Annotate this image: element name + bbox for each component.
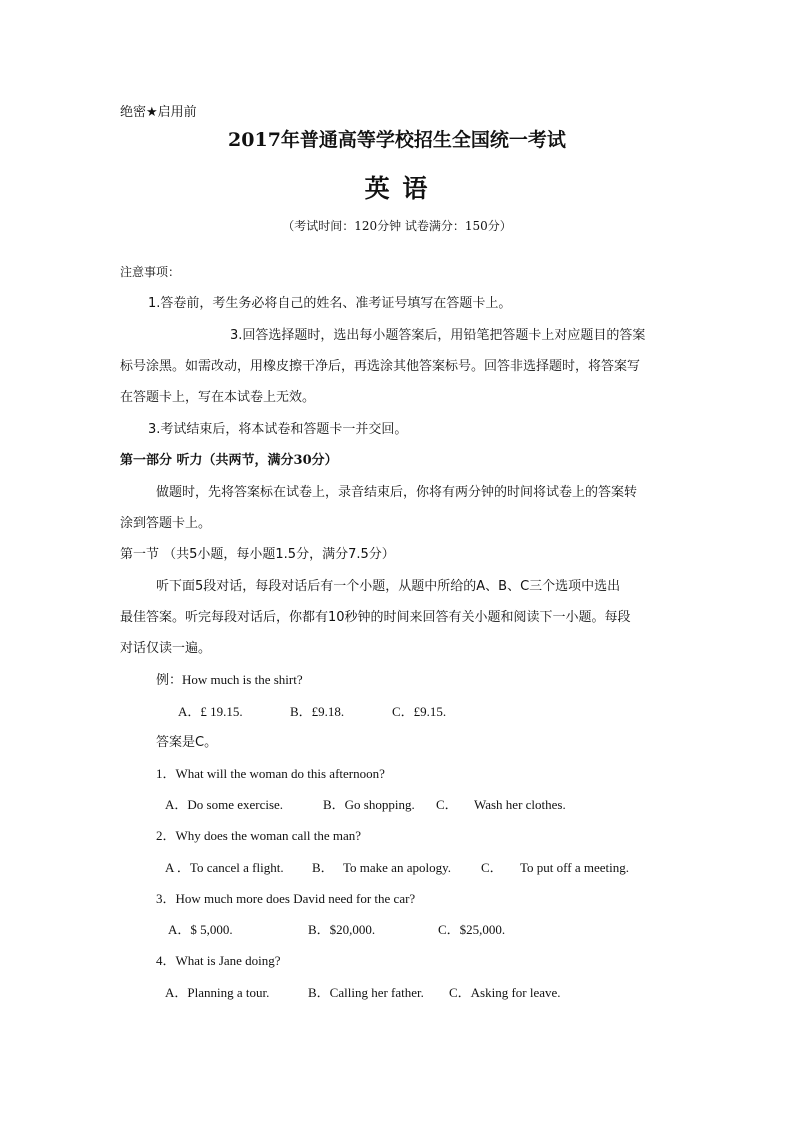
question-2-option-b-letter: B． xyxy=(312,860,334,875)
question-4-stem: 4．What is Jane doing? xyxy=(156,953,281,968)
example-option-c: C．£9.15. xyxy=(392,704,447,719)
exam-time-info: （考试时间：120分钟 试卷满分：150分） xyxy=(282,219,512,233)
question-2-option-c-text: To put off a meeting. xyxy=(520,860,629,875)
part1-intro-line-2: 涂到答题卡上。 xyxy=(120,516,212,531)
confidential-label: 绝密★启用前 xyxy=(120,105,197,120)
question-1-option-c-text: Wash her clothes. xyxy=(474,797,566,812)
section1-intro-line-1: 听下面5段对话，每段对话后有一个小题，从题中所给的A、B、C三个选项中选出 xyxy=(156,579,621,594)
question-1-stem: 1．What will the woman do this afternoon? xyxy=(156,766,385,781)
example-question: 例：How much is the shirt? xyxy=(156,672,303,687)
question-1-option-b: B．Go shopping. xyxy=(323,797,415,812)
question-3-stem: 3．How much more does David need for the car? xyxy=(156,891,416,906)
example-option-b: B．£9.18. xyxy=(290,704,345,719)
example-option-a: A．£ 19.15. xyxy=(178,704,243,719)
subject-title: 英 语 xyxy=(364,174,430,203)
question-1-option-c-letter: C． xyxy=(436,797,458,812)
notice-item-2-line-1: 3.回答选择题时，选出每小题答案后，用铅笔把答题卡上对应题目的答案 xyxy=(230,328,646,343)
section1-intro-line-2: 最佳答案。听完每段对话后，你都有10秒钟的时间来回答有关小题和阅读下一小题。每段 xyxy=(120,610,631,625)
question-2-option-c-letter: C． xyxy=(481,860,503,875)
notice-item-2-line-3: 在答题卡上，写在本试卷上无效。 xyxy=(120,390,316,405)
question-3-option-c: C．$25,000. xyxy=(438,922,506,937)
part1-heading: 第一部分 听力（共两节，满分30分） xyxy=(120,453,338,468)
question-4-option-b: B．Calling her father. xyxy=(308,985,424,1000)
notice-item-2-line-2: 标号涂黑。如需改动，用橡皮擦干净后，再选涂其他答案标号。回答非选择题时，将答案写 xyxy=(120,359,641,374)
question-4-option-a: A．Planning a tour. xyxy=(165,985,270,1000)
part1-intro-line-1: 做题时，先将答案标在试卷上，录音结束后，你将有两分钟的时间将试卷上的答案转 xyxy=(156,485,638,500)
section1-heading: 第一节 （共5小题，每小题1.5分，满分7.5分） xyxy=(120,547,395,562)
notice-item-3: 3.考试结束后，将本试卷和答题卡一并交回。 xyxy=(148,422,408,437)
question-1-option-a: A．Do some exercise. xyxy=(165,797,284,812)
section1-intro-line-3: 对话仅读一遍。 xyxy=(120,641,212,656)
question-4-option-c: C．Asking for leave. xyxy=(449,985,561,1000)
question-2-option-a: A ．To cancel a flight. xyxy=(165,860,284,875)
question-3-option-b: B．$20,000. xyxy=(308,922,376,937)
example-answer: 答案是C。 xyxy=(156,735,218,750)
notice-heading: 注意事项： xyxy=(120,265,181,279)
notice-item-1: 1.答卷前，考生务必将自己的姓名、准考证号填写在答题卡上。 xyxy=(148,296,512,311)
question-3-option-a: A．$ 5,000. xyxy=(168,922,233,937)
exam-title: 2017年普通高等学校招生全国统一考试 xyxy=(228,129,566,151)
question-2-option-b-text: To make an apology. xyxy=(343,860,451,875)
question-2-stem: 2．Why does the woman call the man? xyxy=(156,828,362,843)
